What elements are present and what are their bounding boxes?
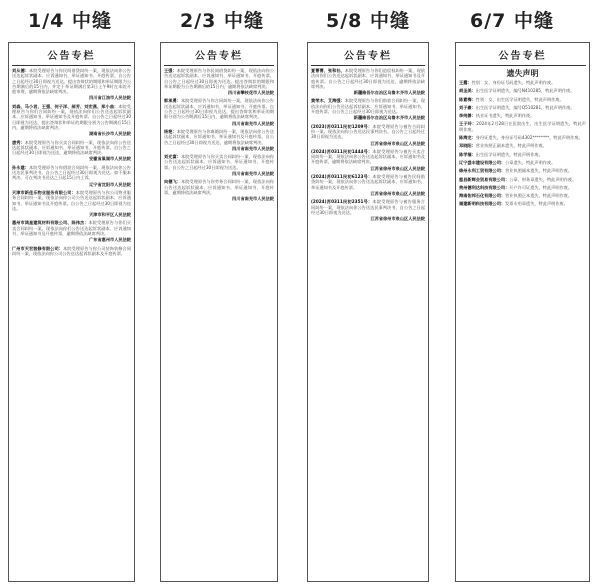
notice-addressee: 唐秀：	[12, 139, 25, 145]
notice-body: 出生医学证明遗失，编号Q510281，特此声明作废。	[475, 104, 575, 110]
notice-addressee: 杨艳：	[164, 128, 177, 134]
column-title: 公告专栏	[311, 45, 425, 66]
heading-6-7: 6/7 中缝	[470, 10, 554, 32]
notice-body: 营业执照副本遗失，特此声明作废。	[505, 168, 573, 174]
notice-body: 开户许可证遗失，特此声明作废。	[509, 184, 573, 190]
notice-body: 本院受理原告与你们借款合同纠纷一案，现依法向你们公告送达起诉状副本、应诉通知书、举证通知书、开庭传票。自公告之日起经过30日即视为送达。	[311, 98, 425, 115]
notice-entry	[311, 174, 425, 196]
issuing-court: 四川省江油市人民法院	[89, 95, 131, 101]
notice-entry	[311, 124, 425, 146]
issuing-court: 四川省南充市人民法院	[232, 145, 274, 151]
notice-entry	[459, 121, 586, 132]
notice-body: 本院受理原告与你民间借贷纠纷一案，现依法向你公告送达起诉状副本、应诉通知书、举证通知书、开庭传票。自公告之日起经过30日即视为送达。提出答辩状的期限和举证期限为公告期满后的15日内，逾期将依法缺席判决。	[164, 68, 274, 89]
notice-addressee: 广州市天宏装修有限公司：	[12, 245, 64, 251]
notice-addressee: 辽宁盛丰建设有限公司：	[459, 159, 506, 165]
notice-entry	[459, 88, 586, 93]
heading-2-3: 2/3 中缝	[180, 10, 264, 32]
notice-body: 本院受理原告与被告买卖合同纠纷一案，现依法向你公告送达起诉状副本、应诉通知书及开庭传票，逾期将依法缺席判决。	[311, 148, 425, 165]
notice-addressee: (2024)苏0311民初6123号：	[311, 174, 373, 180]
issuing-court: 四川省攀枝花市人民法院	[227, 90, 274, 96]
notice-entry	[164, 68, 274, 95]
notice-column-2	[160, 42, 278, 582]
notice-body: 本院受理原告与你离婚纠纷一案，现依法向你公告送达起诉状副本、应诉通知书、举证通知书及开庭传票。自公告之日起经过30日即视为送达，逾期将依法缺席判决。	[164, 128, 274, 145]
notice-entry	[459, 193, 586, 198]
notice-body: 本院受理原告与你们合同纠纷一案，现依法向你们公告送达起诉状副本、应诉通知书、举证通知书及开庭传票。自公告之日起经过30日即视为送达，提出答辩状和举证的期限分别为公告期满后15日内，逾期将依法缺席判决。	[12, 103, 131, 130]
notice-addressee: 李纯善：	[459, 113, 476, 119]
notice-addressee: 慈县新辉会贸易有限公司：	[459, 176, 510, 182]
notice-column-1	[8, 42, 135, 582]
notice-entry	[311, 199, 425, 221]
notice-addressee: (2024)苏0311民初2351号：	[311, 199, 373, 205]
notice-entry	[459, 160, 586, 165]
issuing-court: 四川省南充市人民法院	[232, 171, 274, 177]
notice-body: 出生医学证明遗失，特此声明作废。	[475, 151, 543, 157]
notice-body: 公章、财务章遗失，特此声明作废。	[509, 176, 577, 182]
notice-entry	[311, 98, 425, 120]
notice-body: 本院受理原告与被告合同纠纷一案，现依法向你公告送达民事判决书。自公告之日起经过30日即视为送达。	[311, 123, 425, 140]
notice-body: 性别：女，出生医学证明遗失，特此声明作废。	[475, 96, 564, 102]
notice-entry	[459, 177, 586, 182]
notice-addressee: 刘子豪：	[459, 104, 476, 110]
issuing-court: 四川省南充市人民法院	[232, 196, 274, 202]
notice-entry	[164, 179, 274, 201]
notice-body: 出生医学证明遗失，编号N410285，特此声明作废。	[475, 88, 575, 94]
notice-entry	[459, 105, 586, 110]
issuing-court: 广东省惠州市人民法院	[89, 237, 131, 243]
notice-entry	[12, 104, 131, 137]
notice-body: 本院受理原告与你劳务合同纠纷一案，现依法向你公告送达起诉状副本、应诉通知书、举证通知书、开庭传票，逾期将依法缺席判决。	[164, 179, 274, 195]
notice-entry	[459, 97, 586, 102]
notice-body: 本院受理原告与你买卖合同纠纷一案，现依法向你公告送达起诉状副本、应诉通知书、举证通知书、开庭传票。自公告之日起经过30日即视为送达。	[164, 154, 274, 170]
notice-body: 本院受理原告与你公司物业服务合同纠纷一案，现依法向你公司公告送达起诉状副本、应诉通知书、举证通知书及开庭传票。自公告之日起经过30日即视为送达。	[12, 189, 131, 211]
notice-addressee: 胡圣美：	[459, 88, 476, 94]
column-title: 公告专栏	[459, 45, 586, 66]
notice-addressee: 绵州永利工贸有限公司：	[459, 168, 506, 174]
notice-addressee: 向德飞：	[164, 179, 181, 185]
notice-entry	[311, 68, 425, 95]
notice-entry	[459, 152, 586, 157]
notice-entry	[164, 98, 274, 125]
notice-body: 本院受理原告与你合同纠纷一案，现依法向你公告送达起诉状副本、应诉通知书、举证通知书、开庭传票。自公告之日起经过30日即视为送达，提出答辩状和举证的期限分别为公告期满后15日内，逾期将依法缺席判决。	[164, 98, 274, 120]
notice-body: 本院受理原告与被告民间借贷纠纷一案，现依法向你公告送达起诉状副本、应诉通知书、举证通知书及开庭传票。	[311, 174, 425, 190]
notice-addressee: 郭承勇：	[164, 98, 181, 104]
issuing-court: 江苏省徐州市泉山区人民法院	[370, 165, 425, 171]
issuing-court: 天津市和平区人民法院	[89, 212, 131, 218]
notice-addressee: 王子玲：	[459, 121, 477, 127]
notice-entry	[12, 68, 131, 101]
notice-body: 公章遗失，特此声明作废。	[505, 159, 556, 165]
notice-entry	[311, 149, 425, 171]
issuing-court: 新疆维吾尔自治区乌鲁木齐市人民法院	[353, 90, 425, 96]
notice-entry	[459, 80, 586, 85]
notice-addressee: 天津市新佳乐物业服务有限公司：	[12, 189, 76, 195]
notice-entry	[12, 220, 131, 242]
notice-entry	[164, 154, 274, 176]
notice-addressee: 刘光富：	[164, 154, 181, 160]
notice-entry	[12, 165, 131, 187]
notice-entry	[459, 143, 586, 148]
notice-addressee: 邓晓阳：	[459, 143, 476, 149]
issuing-court: 辽宁省沈阳市人民法院	[89, 181, 131, 187]
notice-body: 执业证书遗失，特此声明作废。	[475, 113, 535, 119]
notice-body: 性别：女，身份证号码遗失，特此声明作废。	[471, 80, 556, 85]
notice-entry	[12, 246, 131, 257]
notice-body: 营业执照正本遗失，特此声明作废。	[505, 193, 573, 199]
issuing-court: 湖南省长沙市人民法院	[89, 131, 131, 137]
notice-entry	[459, 135, 586, 140]
heading-1-4: 1/4 中缝	[28, 10, 112, 32]
notice-body: 发票专用章遗失，特此声明作废。	[505, 201, 568, 207]
notice-column-4	[455, 42, 590, 582]
notice-addressee: 陈海龙：	[459, 135, 476, 141]
lost-statement-subtitle: 遗失声明	[506, 69, 539, 78]
issuing-court: 江苏省徐州市泉山区人民法院	[370, 140, 425, 146]
notice-addressee: 孙永建：	[12, 164, 30, 170]
notice-body: 本院受理原告与你借款合同纠纷一案，现依法向你公告送达民事判决书。自公告之日起经过30日即视为送达。如不服本判决，可在判决书送达之日起15日内上诉。	[12, 164, 131, 181]
notice-addressee: 惠州市鸿星建筑材料有限公司、陈伟杰：	[12, 220, 89, 226]
notice-entry	[12, 190, 131, 217]
notice-body: 本院受理原告与被告服务合同纠纷一案，现依法向你公告送达民事判决书，自公告之日起经过30日即视为送达。	[311, 199, 425, 215]
notice-addressee: 夏菁菁、张和社、	[311, 68, 345, 73]
issuing-court: 江苏省徐州市泉山区人民法院	[370, 216, 425, 222]
notice-entry	[459, 185, 586, 190]
notice-entry	[459, 113, 586, 118]
issuing-court: 江苏省徐州市泉山区人民法院	[370, 190, 425, 196]
notice-entry	[164, 129, 274, 151]
notice-addressee: (2024)苏0311民初1444号：	[311, 148, 373, 154]
notice-column-3	[307, 42, 429, 582]
notice-body: 2024年2月28日在医院出生，出生医学证明遗失，特此声明作废。	[459, 121, 586, 132]
notice-addressee: 福建新明科技有限公司：	[459, 201, 506, 207]
issuing-court: 四川省南充市人民法院	[232, 120, 274, 126]
notice-body: 身份证遗失，身份证号码4302********，特此声明作废。	[475, 135, 583, 141]
heading-5-8: 5/8 中缝	[326, 10, 410, 32]
notice-entry	[459, 168, 586, 173]
notice-body: 本院受理原告与你公司装饰装修合同纠纷一案，现依法向你公司公告送达起诉状副本及开庭传票。	[12, 245, 131, 256]
notice-addressee: 海南佑邦石化有限公司：	[459, 193, 506, 199]
notice-entry	[459, 201, 586, 206]
notice-addressee: 王露：	[459, 80, 472, 85]
notice-addressee: 贵州德利达科技有限公司：	[459, 184, 510, 190]
notice-addressee: 王强：	[164, 68, 177, 73]
notice-addressee: 刘森、马小君、王强、何子洋、郝芳、刘宏燕、郑小曲：	[12, 103, 119, 109]
notice-addressee: 刘从德：	[12, 68, 30, 73]
notice-addressee: 黄荣木、艾海强：	[311, 98, 345, 104]
column-title: 公告专栏	[164, 45, 274, 66]
notice-body: 营业执照正副本遗失，特此声明作废。	[475, 143, 547, 149]
column-title: 公告专栏	[12, 45, 131, 66]
issuing-court: 安徽省巢湖市人民法院	[89, 156, 131, 162]
issuing-court: 新疆维吾尔自治区乌鲁木齐市人民法院	[353, 115, 425, 121]
notice-addressee: 陈素梅：	[459, 96, 476, 102]
notice-body: 本院受理原告与你们追偿权纠纷一案，现依法向你们公告送达起诉状副本、应诉通知书、举证通知书及开庭传票。自公告之日起经过30日即视为送达，逾期将依法缺席判决。	[311, 68, 425, 89]
notice-body: 本院受理原告与你买卖合同纠纷一案，现依法向你公告送达起诉状副本、应诉通知书、举证通知书、开庭传票。自公告之日起经过30日即视为送达，逾期将依法缺席判决。	[12, 139, 131, 156]
notice-addressee: (2023)苏0311民初1209号：	[311, 123, 373, 129]
notice-body: 本院受理原告与你民间借贷纠纷一案，现依法向你公告送达起诉状副本、应诉通知书、举证通知书、开庭传票。自公告之日起经过30日即视为送达。提出答辩状的期限和举证期限为公告期满后的15日内，并定于举证期满后第3日上午9时在本院开庭审理，逾期将依法缺席判决。	[12, 68, 131, 95]
notice-entry	[12, 140, 131, 162]
notice-addressee: 陈学福：	[459, 151, 476, 157]
notice-body: 本院受理原告与你们买卖合同纠纷一案，现依法向你们公告送达起诉状副本、应诉通知书、举证通知书及开庭传票，逾期将依法缺席判决。	[12, 220, 131, 237]
